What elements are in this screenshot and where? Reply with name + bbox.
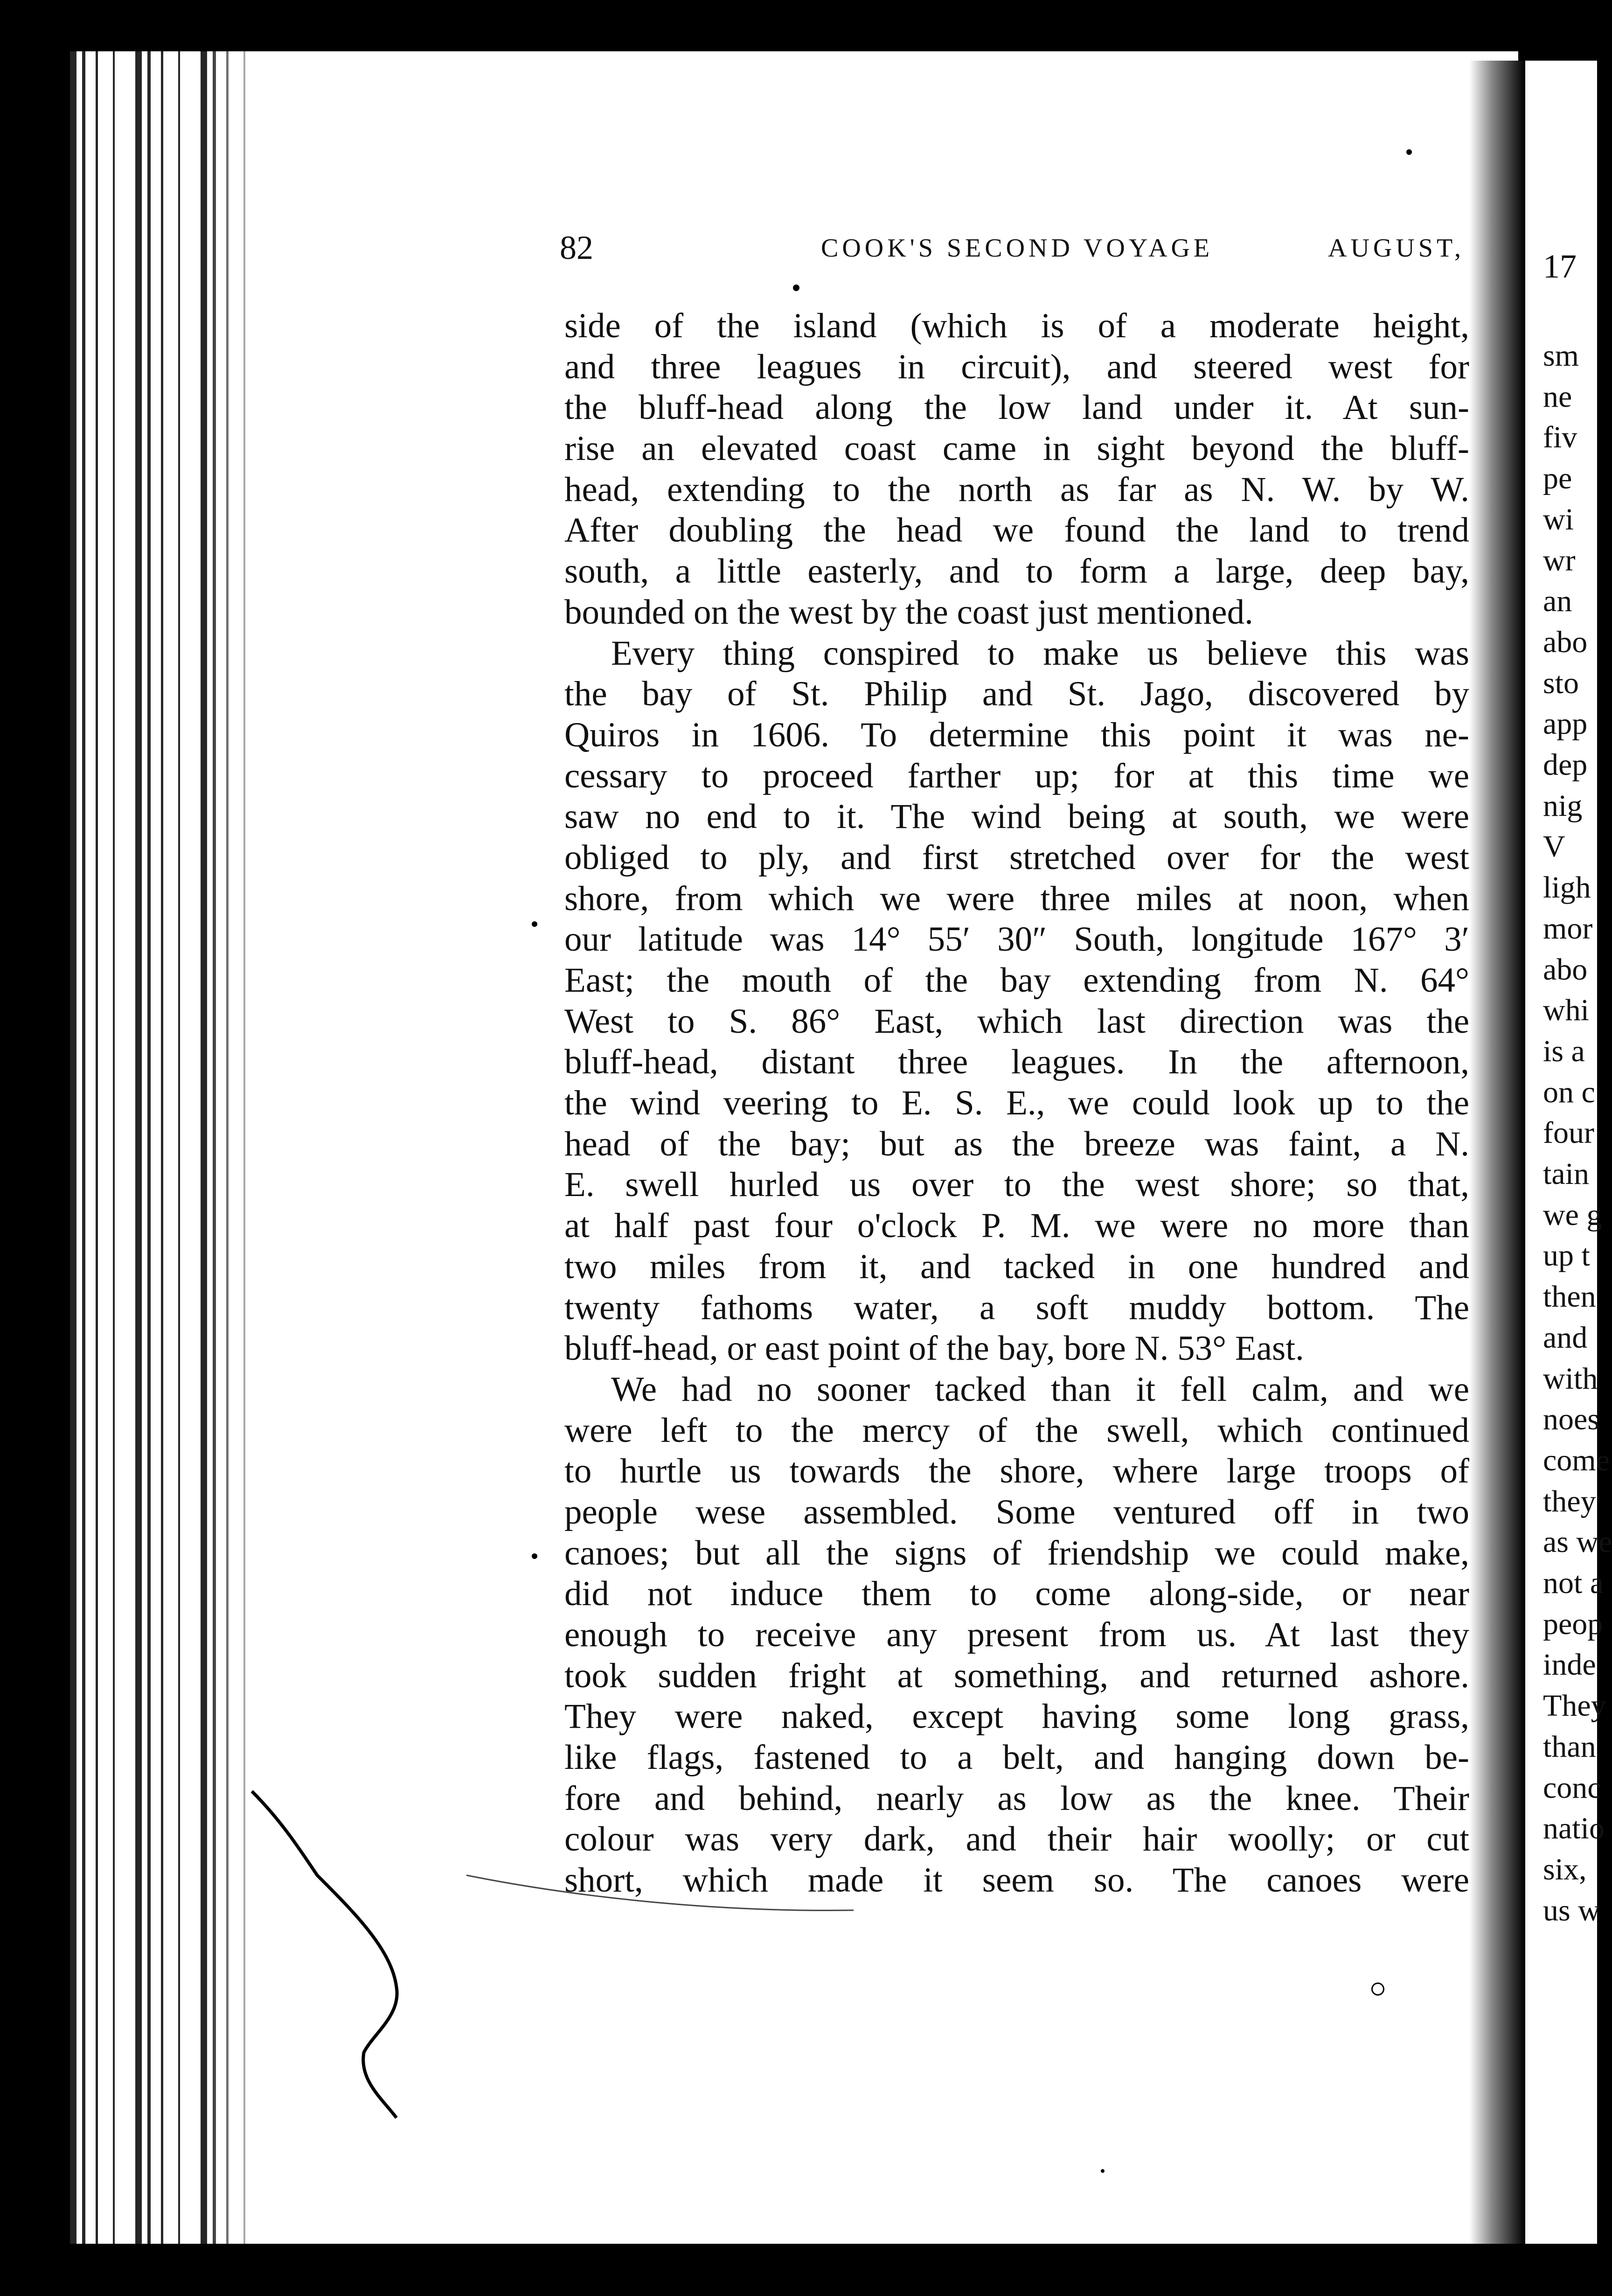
text-line: obliged to ply, and first stretched over for the west [564,838,1469,877]
facing-text-fragment: wr [1543,543,1576,577]
book-spine-shadow [1469,61,1525,2244]
text-line: East; the mouth of the bay extending from N. 64° [564,961,1469,1000]
text-line: We had no sooner tacked than it fell calm, and we [611,1370,1469,1409]
text-line: like flags, fastened to a belt, and hanging down be- [564,1738,1469,1777]
facing-text-fragment: abo [1543,952,1588,987]
text-line: After doubling the head we found the land to trend [564,511,1469,550]
facing-text-fragment: whi [1543,993,1589,1028]
facing-text-fragment: inde [1543,1648,1596,1682]
text-line: took sudden fright at something, and returned ashore. [564,1656,1469,1695]
speck [793,285,799,291]
facing-text-fragment: sto [1543,666,1579,700]
text-line: bounded on the west by the coast just mentioned. [564,592,1253,632]
text-line: to hurtle us towards the shore, where large troops of [564,1452,1469,1491]
facing-text-fragment: four [1543,1116,1594,1150]
facing-text-fragment: V [1543,829,1565,864]
facing-text-fragment: on c [1543,1075,1595,1109]
speck [1101,2169,1105,2173]
speck [1371,1983,1384,1996]
text-line: head of the bay; but as the breeze was faint, a N. [564,1124,1469,1163]
text-line: West to S. 86° East, which last direction was the [564,1002,1469,1041]
facing-text-fragment: wi [1543,502,1574,536]
running-title: COOK'S SECOND VOYAGE [821,234,1214,263]
facing-text-fragment: dep [1543,748,1588,782]
text-line: cessary to proceed farther up; for at this time we [564,756,1469,795]
facing-text-fragment: tain [1543,1157,1589,1191]
text-line: Every thing conspired to make us believe this was [611,633,1469,673]
text-line: our latitude was 14° 55′ 30″ South, longitude 167° 3′ [564,920,1469,959]
running-head [560,229,1465,280]
speck [1406,149,1412,155]
text-line: at half past four o'clock P. M. we were no more than [564,1206,1469,1245]
facing-text-fragment: is a [1543,1034,1585,1068]
text-line: head, extending to the north as far as N. W. by W. [564,470,1469,509]
facing-text-fragment: abo [1543,625,1588,659]
running-month: AUGUST, [1328,234,1465,263]
facing-text-fragment: mor [1543,911,1593,946]
text-line: the bluff-head along the low land under it. At sun- [564,388,1469,427]
facing-text-fragment: peop [1543,1607,1603,1641]
text-line: twenty fathoms water, a soft muddy bottom. The [564,1288,1469,1327]
text-line: two miles from it, and tacked in one hundred and [564,1247,1469,1286]
facing-text-fragment: natio [1543,1811,1605,1846]
page-number: 82 [560,229,593,266]
text-line: did not induce them to come along-side, or near [564,1574,1469,1614]
text-line: colour was very dark, and their hair woolly; or cut [564,1820,1469,1859]
facing-text-fragment: pe [1543,461,1572,496]
facing-text-fragment: sm [1543,339,1579,373]
text-line: Quiros in 1606. To determine this point it was ne- [564,715,1469,754]
facing-text-fragment: fiv [1543,420,1577,455]
facing-text-fragment: noes [1543,1402,1599,1437]
facing-text-fragment: ne [1543,379,1572,414]
text-line: bluff-head, or east point of the bay, bore N. 53° East. [564,1329,1304,1368]
text-line: canoes; but all the signs of friendship we could make, [564,1533,1469,1572]
facing-text-fragment: we g [1543,1197,1602,1232]
text-line: people wese assembled. Some ventured off in two [564,1492,1469,1531]
text-line: short, which made it seem so. The canoes were [564,1861,1469,1900]
facing-text-fragment: and [1543,1320,1588,1355]
facing-text-fragment: They [1543,1689,1606,1723]
facing-text-fragment: up t [1543,1238,1590,1273]
facing-text-fragment: not a [1543,1566,1604,1600]
body-text [564,306,1469,1901]
facing-text-fragment: ligh [1543,870,1591,905]
facing-page [1525,61,1612,2244]
facing-page-number: 17 [1543,248,1577,285]
text-line: rise an elevated coast came in sight beyond the bluff- [564,429,1469,468]
text-line: shore, from which we were three miles at noon, when [564,879,1469,918]
text-line: fore and behind, nearly as low as the knee. Their [564,1779,1469,1818]
text-line: E. swell hurled us over to the west shore; so that, [564,1165,1469,1204]
facing-text-fragment: as we [1543,1525,1612,1559]
speck [532,921,537,927]
facing-text-fragment: conc [1543,1770,1601,1805]
text-line: and three leagues in circuit), and steered west for [564,347,1469,386]
facing-text-fragment: six, [1543,1852,1587,1886]
text-line: were left to the mercy of the swell, which continued [564,1411,1469,1450]
text-line: They were naked, except having some long grass, [564,1697,1469,1736]
text-line: the bay of St. Philip and St. Jago, discovered by [564,675,1469,714]
text-line: bluff-head, distant three leagues. In the afternoon, [564,1043,1469,1082]
speck [532,1553,537,1559]
facing-text-fragment: an [1543,584,1572,619]
facing-text-fragment: come [1543,1443,1610,1477]
facing-text-fragment: app [1543,707,1588,741]
facing-text-fragment: us w [1543,1893,1600,1927]
facing-text-fragment: with [1543,1361,1598,1396]
text-line: enough to receive any present from us. At last they [564,1615,1469,1654]
facing-text-fragment: they [1543,1484,1596,1518]
text-line: side of the island (which is of a moderate height, [564,306,1469,345]
facing-text-fragment: than [1543,1729,1596,1764]
text-line: the wind veering to E. S. E., we could look up to the [564,1084,1469,1123]
facing-text-fragment: then [1543,1280,1596,1314]
text-line: saw no end to it. The wind being at south, we were [564,797,1469,836]
facing-text-fragment: nig [1543,788,1583,823]
text-line: south, a little easterly, and to form a large, deep bay, [564,552,1469,591]
